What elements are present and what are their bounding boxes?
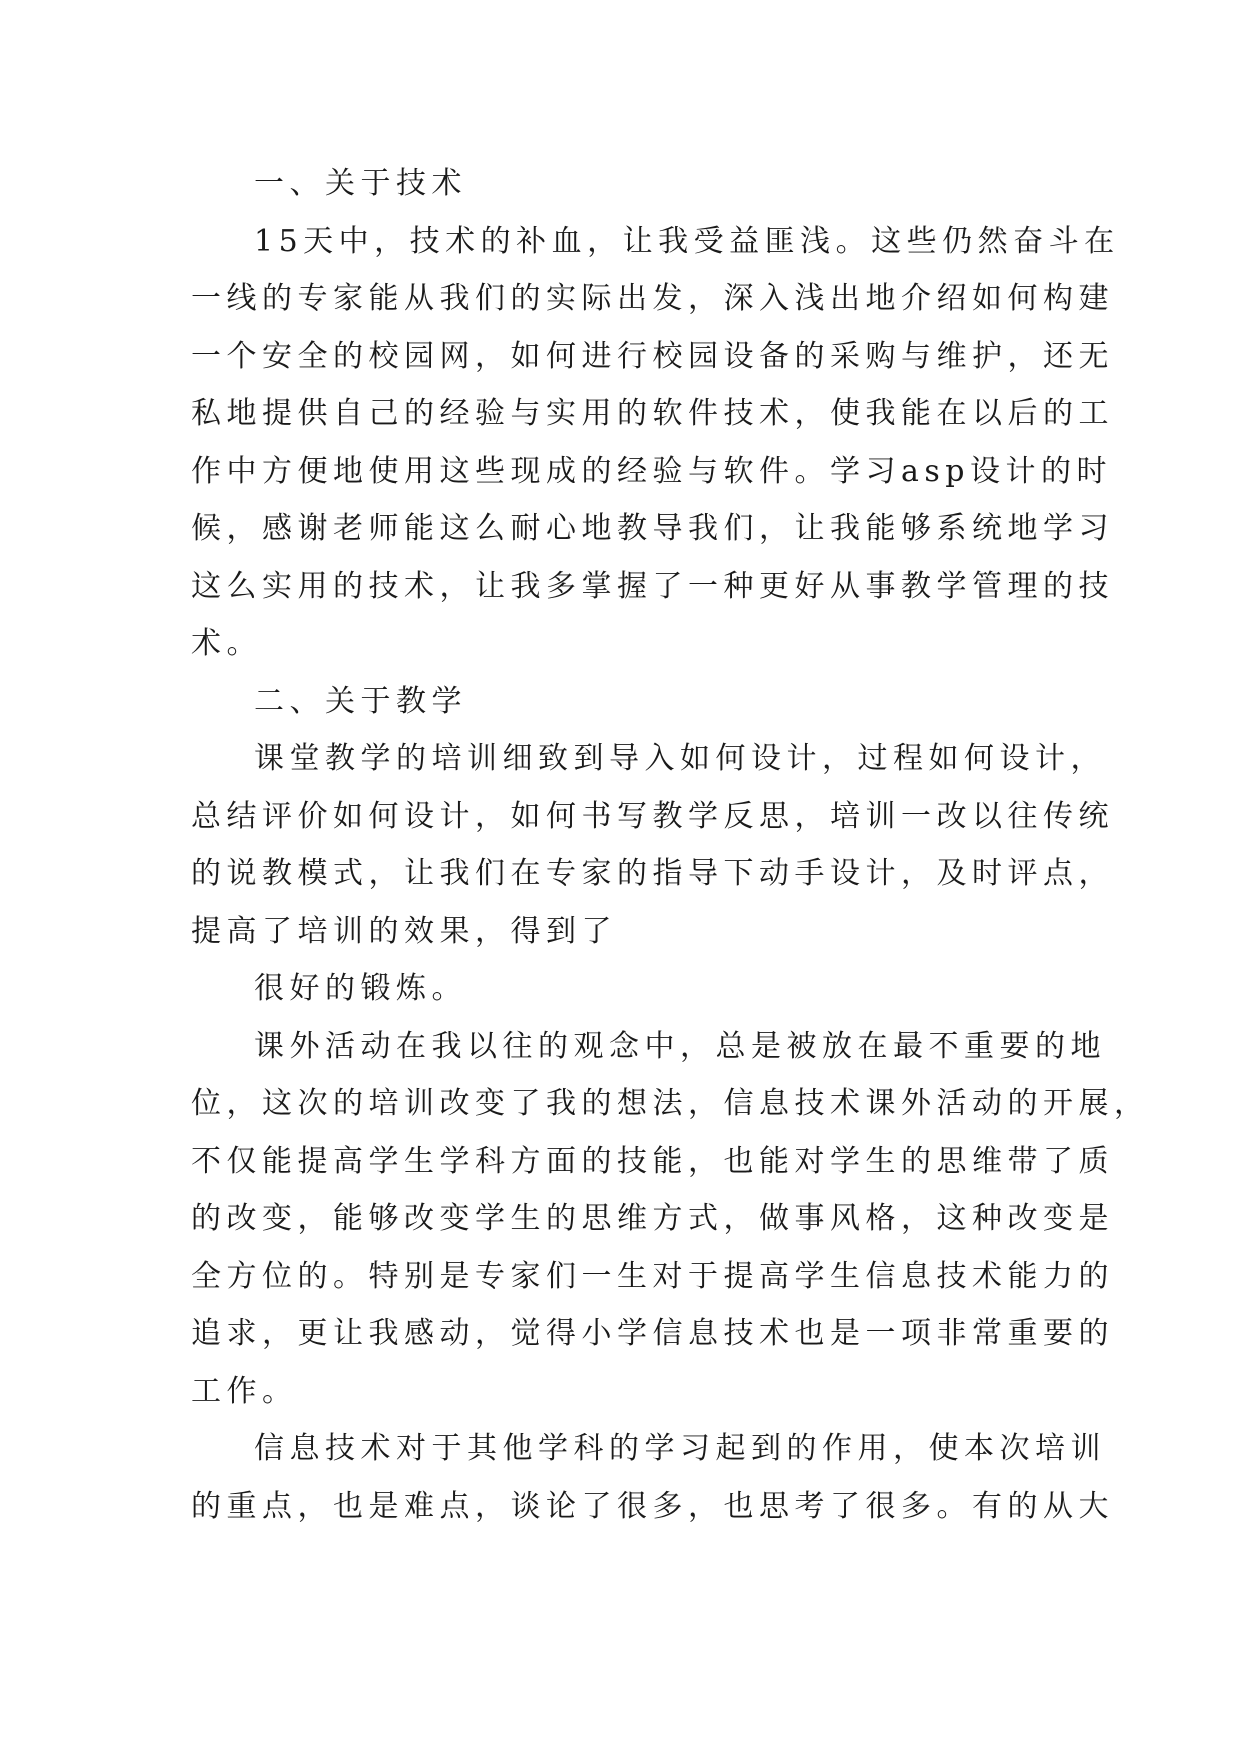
paragraph-line: 位，这次的培训改变了我的想法，信息技术课外活动的开展， [191, 1086, 1150, 1121]
paragraph-line: 的说教模式，让我们在专家的指导下动手设计，及时评点， [191, 856, 1114, 891]
paragraph-line: 提高了培训的效果，得到了 [191, 913, 617, 949]
paragraph-line: 15天中，技术的补血，让我受益匪浅。这些仍然奋斗在 [254, 223, 1120, 259]
paragraph-line: 不仅能提高学生学科方面的技能，也能对学生的思维带了质 [191, 1143, 1114, 1179]
paragraph-line: 的改变，能够改变学生的思维方式，做事风格，这种改变是 [191, 1201, 1114, 1236]
paragraph-line: 信息技术对于其他学科的学习起到的作用，使本次培训 [254, 1431, 1106, 1466]
paragraph-line: 总结评价如何设计，如何书写教学反思，培训一改以往传统 [191, 798, 1114, 834]
paragraph-line: 追求，更让我感动，觉得小学信息技术也是一项非常重要的 [191, 1316, 1114, 1351]
paragraph-line: 私地提供自己的经验与实用的软件技术，使我能在以后的工 [191, 396, 1114, 431]
paragraph-line: 一线的专家能从我们的实际出发，深入浅出地介绍如何构建 [191, 281, 1114, 316]
paragraph-line: 全方位的。特别是专家们一生对于提高学生信息技术能力的 [191, 1258, 1114, 1294]
document-body [191, 155, 1150, 1535]
paragraph-line: 课外活动在我以往的观念中，总是被放在最不重要的地 [254, 1028, 1106, 1064]
section-heading-teaching: 二、关于教学 [254, 683, 467, 719]
section-heading-technology: 一、关于技术 [254, 166, 467, 201]
paragraph-line: 工作。 [191, 1373, 298, 1409]
paragraph-line: 的重点，也是难点，谈论了很多，也思考了很多。有的从大 [191, 1488, 1114, 1524]
paragraph-line: 术。 [191, 626, 262, 661]
paragraph-line: 作中方便地使用这些现成的经验与软件。学习asp设计的时 [191, 453, 1112, 489]
paragraph-line: 很好的锻炼。 [254, 971, 467, 1006]
paragraph-line: 课堂教学的培训细致到导入如何设计，过程如何设计， [254, 741, 1106, 776]
paragraph-line: 候，感谢老师能这么耐心地教导我们，让我能够系统地学习 [191, 511, 1114, 546]
paragraph-line: 这么实用的技术，让我多掌握了一种更好从事教学管理的技 [191, 568, 1114, 604]
paragraph-line: 一个安全的校园网，如何进行校园设备的采购与维护，还无 [191, 338, 1114, 374]
